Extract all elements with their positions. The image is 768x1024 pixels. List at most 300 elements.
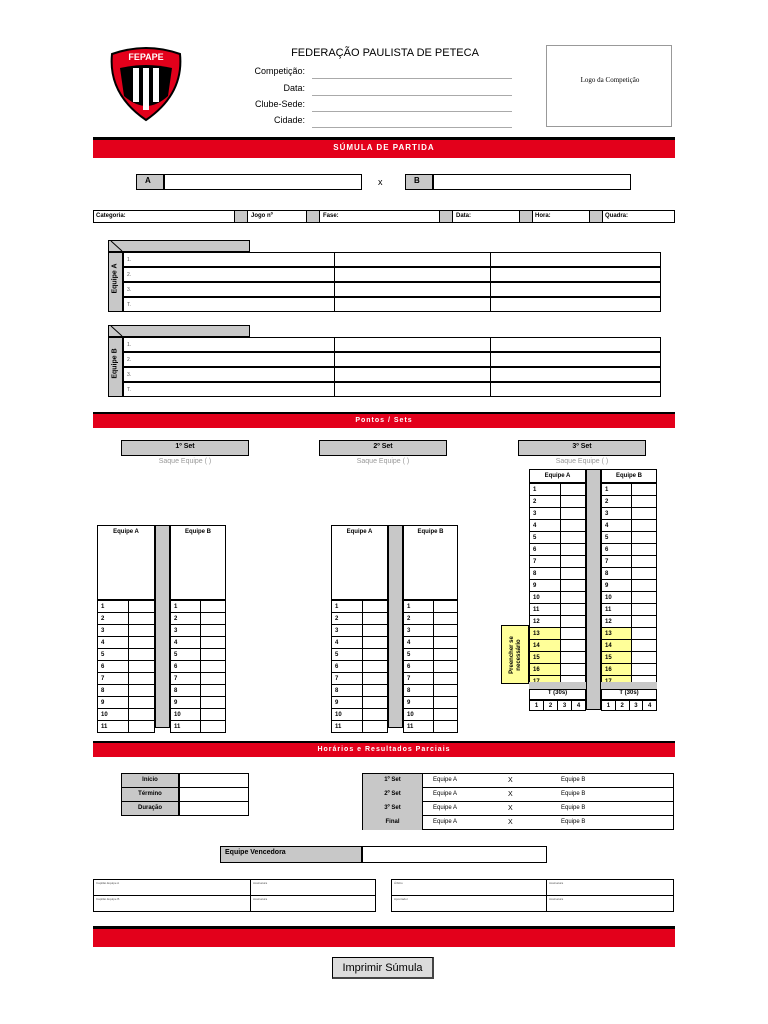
print-button[interactable]: Imprimir Súmula	[332, 957, 434, 979]
point-mark-cell[interactable]	[362, 625, 387, 637]
row-number: 2.	[127, 272, 132, 278]
assinatura-label: Assinatura	[549, 897, 564, 901]
point-row	[332, 661, 388, 673]
duracao-input[interactable]	[179, 801, 249, 816]
point-row	[404, 709, 458, 721]
point-mark-cell[interactable]	[362, 637, 387, 649]
team-b-name-header	[108, 325, 250, 337]
point-mark-cell[interactable]	[201, 685, 226, 697]
team-a-roster-row[interactable]	[123, 267, 661, 282]
team-b-roster-row[interactable]	[123, 382, 661, 397]
result-team-b: Equipe B	[561, 819, 586, 825]
point-number: 12	[602, 616, 632, 628]
team-a-roster-row[interactable]	[123, 252, 661, 267]
point-row	[602, 484, 657, 496]
point-number: 5	[171, 649, 201, 661]
row-number: 3.	[127, 287, 132, 293]
point-mark-cell[interactable]	[129, 613, 155, 625]
fepape-logo	[106, 46, 186, 122]
point-mark-cell[interactable]	[362, 613, 387, 625]
apontador-label: Apontador	[394, 897, 408, 901]
point-mark-cell[interactable]	[560, 532, 585, 544]
point-number: 14	[530, 640, 561, 652]
point-mark-cell[interactable]	[632, 652, 657, 664]
point-mark-cell[interactable]	[632, 484, 657, 496]
point-mark-cell[interactable]	[560, 496, 585, 508]
point-row	[602, 508, 657, 520]
row-number: T.	[127, 302, 131, 308]
point-number: 2	[171, 613, 201, 625]
point-row	[171, 661, 226, 673]
point-row	[171, 637, 226, 649]
hora-sep	[589, 211, 603, 222]
team-b-roster-row[interactable]	[123, 367, 661, 382]
point-mark-cell[interactable]	[362, 721, 387, 733]
field-cidade-label: Cidade:	[273, 115, 305, 125]
point-row	[332, 613, 388, 625]
point-mark-cell[interactable]	[433, 649, 457, 661]
point-row	[602, 664, 657, 676]
point-mark-cell[interactable]	[632, 628, 657, 640]
point-number: 2	[530, 496, 561, 508]
officials-signatures	[391, 879, 674, 912]
point-number: 5	[332, 649, 363, 661]
point-mark-cell[interactable]	[560, 652, 585, 664]
termino-label: Término	[121, 787, 179, 802]
point-row	[404, 697, 458, 709]
point-mark-cell[interactable]	[201, 661, 226, 673]
point-mark-cell[interactable]	[632, 544, 657, 556]
point-mark-cell[interactable]	[560, 592, 585, 604]
timeout-cell[interactable]: 4	[572, 701, 586, 711]
team-a-side-label: Equipe A	[111, 263, 119, 294]
field-data-label: Data:	[283, 83, 305, 93]
set1-team-a-block	[97, 525, 155, 600]
set2-team-b-block	[403, 525, 458, 600]
signature-row[interactable]	[392, 880, 673, 896]
point-number: 1	[171, 601, 201, 613]
point-row	[602, 628, 657, 640]
point-row	[602, 532, 657, 544]
col-sep	[546, 880, 547, 896]
jogo-sep	[306, 211, 320, 222]
point-row	[530, 532, 586, 544]
point-mark-cell[interactable]	[632, 616, 657, 628]
result-team-b: Equipe B	[561, 805, 586, 811]
point-number: 13	[530, 628, 561, 640]
point-row	[98, 637, 155, 649]
set3-team-a-label: Equipe A	[529, 469, 586, 483]
point-number: 6	[171, 661, 201, 673]
jogo-label: Jogo nº	[251, 213, 273, 219]
set3-team-b-points	[601, 483, 657, 688]
hora-label: Hora:	[535, 213, 551, 219]
data-sep	[519, 211, 533, 222]
point-mark-cell[interactable]	[362, 673, 387, 685]
point-number: 4	[602, 520, 632, 532]
point-number: 4	[530, 520, 561, 532]
point-row	[171, 625, 226, 637]
point-number: 11	[404, 721, 434, 733]
point-row	[530, 544, 586, 556]
point-row	[171, 673, 226, 685]
point-number: 6	[404, 661, 434, 673]
point-row	[332, 601, 388, 613]
point-mark-cell[interactable]	[560, 544, 585, 556]
team-b-name-input[interactable]	[433, 174, 631, 190]
point-mark-cell[interactable]	[433, 661, 457, 673]
point-number: 16	[530, 664, 561, 676]
inicio-input[interactable]	[179, 773, 249, 788]
col-sep	[546, 896, 547, 912]
point-row	[332, 709, 388, 721]
point-mark-cell[interactable]	[362, 709, 387, 721]
set1-team-b-points	[170, 600, 226, 733]
point-mark-cell[interactable]	[433, 625, 457, 637]
point-row	[530, 496, 586, 508]
col-sep	[334, 253, 335, 267]
point-mark-cell[interactable]	[632, 640, 657, 652]
set-result-row	[363, 816, 673, 830]
point-mark-cell[interactable]	[362, 685, 387, 697]
timeout-cell[interactable]: 1	[602, 701, 616, 711]
set-result-label: 1º Set	[363, 774, 423, 788]
point-number: 7	[332, 673, 363, 685]
set-result-label: 2º Set	[363, 788, 423, 802]
point-mark-cell[interactable]	[632, 664, 657, 676]
point-number: 1	[602, 484, 632, 496]
row-number: 2.	[127, 357, 132, 363]
point-number: 11	[332, 721, 363, 733]
point-row	[171, 697, 226, 709]
point-row	[530, 568, 586, 580]
point-number: 6	[98, 661, 129, 673]
point-mark-cell[interactable]	[433, 601, 457, 613]
point-row	[602, 556, 657, 568]
point-mark-cell[interactable]	[201, 697, 226, 709]
row-number: 1.	[127, 257, 132, 263]
point-row	[602, 568, 657, 580]
point-number: 3	[98, 625, 129, 637]
result-x: X	[508, 777, 513, 784]
point-number: 10	[332, 709, 363, 721]
point-number: 5	[602, 532, 632, 544]
competition-logo-box	[546, 45, 672, 127]
point-row	[404, 721, 458, 733]
point-mark-cell[interactable]	[201, 613, 226, 625]
point-mark-cell[interactable]	[129, 721, 155, 733]
point-mark-cell[interactable]	[560, 664, 585, 676]
point-row	[602, 616, 657, 628]
set-result-label: Final	[363, 816, 423, 830]
result-x: X	[508, 819, 513, 826]
timeout-cell[interactable]: 4	[643, 701, 657, 711]
point-mark-cell[interactable]	[129, 685, 155, 697]
point-mark-cell[interactable]	[560, 640, 585, 652]
set1-team-b-label: Equipe B	[184, 529, 211, 535]
point-row	[530, 520, 586, 532]
point-mark-cell[interactable]	[560, 556, 585, 568]
field-clube-label: Clube-Sede:	[254, 99, 305, 109]
set3-team-b-label: Equipe B	[601, 469, 657, 483]
categoria-label: Categoria:	[96, 213, 126, 219]
field-cidade-line[interactable]	[312, 127, 512, 128]
col-sep	[334, 353, 335, 367]
data-label: Data:	[456, 213, 472, 219]
point-number: 10	[404, 709, 434, 721]
point-row	[404, 601, 458, 613]
set1-grey-divider	[155, 525, 170, 728]
point-mark-cell[interactable]	[560, 484, 585, 496]
point-mark-cell[interactable]	[129, 697, 155, 709]
signature-row[interactable]	[392, 896, 673, 912]
point-number: 2	[404, 613, 434, 625]
col-sep	[250, 880, 251, 896]
point-number: 8	[98, 685, 129, 697]
set3-spacer-a	[529, 682, 586, 689]
termino-input[interactable]	[179, 787, 249, 802]
captain-a-label: Capitão Equipe A	[96, 881, 120, 885]
point-mark-cell[interactable]	[433, 637, 457, 649]
team-b-roster-row[interactable]	[123, 352, 661, 367]
point-row	[530, 652, 586, 664]
point-mark-cell[interactable]	[201, 637, 226, 649]
point-mark-cell[interactable]	[129, 709, 155, 721]
point-number: 7	[98, 673, 129, 685]
point-row	[98, 649, 155, 661]
point-mark-cell[interactable]	[201, 625, 226, 637]
timeout-cell[interactable]: 2	[544, 701, 558, 711]
point-mark-cell[interactable]	[362, 661, 387, 673]
fill-if-needed-text: Preencher se necessário	[509, 636, 522, 674]
point-number: 14	[602, 640, 632, 652]
point-mark-cell[interactable]	[433, 709, 457, 721]
field-data-line[interactable]	[312, 95, 512, 96]
fill-if-needed-note	[501, 625, 529, 684]
point-mark-cell[interactable]	[362, 697, 387, 709]
col-sep	[250, 896, 251, 912]
field-competicao-line[interactable]	[312, 78, 512, 79]
assinatura-label: Assinatura	[253, 881, 268, 885]
point-mark-cell[interactable]	[129, 661, 155, 673]
point-row	[404, 673, 458, 685]
result-team-a: Equipe A	[433, 791, 458, 797]
point-mark-cell[interactable]	[632, 604, 657, 616]
col-sep	[490, 253, 491, 267]
point-number: 7	[530, 556, 561, 568]
point-number: 2	[98, 613, 129, 625]
point-mark-cell[interactable]	[433, 697, 457, 709]
points-title-bar: Pontos / Sets	[93, 414, 675, 428]
timeout-cell[interactable]: 3	[629, 701, 643, 711]
point-mark-cell[interactable]	[560, 568, 585, 580]
point-mark-cell[interactable]	[201, 649, 226, 661]
point-row	[171, 601, 226, 613]
point-number: 2	[332, 613, 363, 625]
col-sep	[334, 283, 335, 297]
point-row	[332, 697, 388, 709]
point-row	[171, 709, 226, 721]
col-sep	[490, 283, 491, 297]
field-clube-line[interactable]	[312, 111, 512, 112]
point-row	[602, 580, 657, 592]
timeout-row	[530, 701, 586, 711]
team-a-name-header	[108, 240, 250, 252]
point-row	[404, 625, 458, 637]
point-number: 11	[530, 604, 561, 616]
point-number: 6	[602, 544, 632, 556]
point-number: 11	[602, 604, 632, 616]
result-team-b: Equipe B	[561, 777, 586, 783]
point-mark-cell[interactable]	[201, 601, 226, 613]
point-mark-cell[interactable]	[632, 592, 657, 604]
point-number: 3	[530, 508, 561, 520]
point-mark-cell[interactable]	[632, 532, 657, 544]
set3-header: 3º Set	[518, 440, 646, 456]
set2-team-a-points	[331, 600, 388, 733]
set2-header: 2º Set	[319, 440, 447, 456]
point-number: 3	[332, 625, 363, 637]
point-number: 16	[602, 664, 632, 676]
point-row	[602, 496, 657, 508]
point-mark-cell[interactable]	[632, 520, 657, 532]
result-team-a: Equipe A	[433, 777, 458, 783]
row-number: 1.	[127, 342, 132, 348]
point-mark-cell[interactable]	[201, 721, 226, 733]
point-mark-cell[interactable]	[632, 568, 657, 580]
point-number: 15	[530, 652, 561, 664]
set3-timeout-a	[529, 700, 586, 711]
set1-header: 1º Set	[121, 440, 249, 456]
col-sep	[490, 383, 491, 397]
competition-logo-label: Logo da Competição	[580, 76, 640, 84]
inicio-label: Início	[121, 773, 179, 788]
col-sep	[490, 298, 491, 312]
col-sep	[334, 368, 335, 382]
point-number: 12	[530, 616, 561, 628]
col-sep	[334, 298, 335, 312]
row-number: 3.	[127, 372, 132, 378]
set3-spacer-b	[601, 682, 657, 689]
team-b-side	[108, 337, 123, 397]
point-row	[404, 649, 458, 661]
point-mark-cell[interactable]	[201, 709, 226, 721]
point-mark-cell[interactable]	[560, 628, 585, 640]
point-number: 8	[332, 685, 363, 697]
captain-b-label: Capitão Equipe B	[96, 897, 120, 901]
point-number: 4	[404, 637, 434, 649]
point-row	[530, 592, 586, 604]
point-number: 3	[404, 625, 434, 637]
point-mark-cell[interactable]	[560, 520, 585, 532]
point-mark-cell[interactable]	[362, 649, 387, 661]
point-mark-cell[interactable]	[632, 556, 657, 568]
point-number: 10	[530, 592, 561, 604]
field-competicao-label: Competição:	[254, 66, 305, 76]
point-mark-cell[interactable]	[560, 604, 585, 616]
point-mark-cell[interactable]	[433, 673, 457, 685]
point-mark-cell[interactable]	[632, 508, 657, 520]
point-mark-cell[interactable]	[433, 721, 457, 733]
team-a-roster-row[interactable]	[123, 282, 661, 297]
set2-team-a-block	[331, 525, 388, 600]
set2-saque: Saque Equipe ( )	[356, 458, 410, 465]
point-mark-cell[interactable]	[129, 637, 155, 649]
point-mark-cell[interactable]	[560, 616, 585, 628]
col-sep	[334, 338, 335, 352]
point-mark-cell[interactable]	[129, 601, 155, 613]
point-row	[602, 652, 657, 664]
col-sep	[334, 268, 335, 282]
fase-label: Fase:	[323, 213, 339, 219]
team-a-roster-row[interactable]	[123, 297, 661, 312]
point-number: 8	[404, 685, 434, 697]
point-number: 5	[404, 649, 434, 661]
logo-text: FEPAPE	[128, 52, 164, 62]
point-number: 1	[332, 601, 363, 613]
point-number: 13	[602, 628, 632, 640]
point-number: 9	[530, 580, 561, 592]
point-number: 10	[171, 709, 201, 721]
point-mark-cell[interactable]	[433, 613, 457, 625]
quadra-label: Quadra:	[605, 213, 629, 219]
point-row	[171, 685, 226, 697]
point-row	[530, 580, 586, 592]
set1-team-a-label: Equipe A	[113, 529, 139, 535]
result-x: X	[508, 805, 513, 812]
team-b-roster-row[interactable]	[123, 337, 661, 352]
signature-row[interactable]	[94, 896, 375, 912]
set-results-table	[362, 773, 674, 830]
point-mark-cell[interactable]	[129, 625, 155, 637]
timeout-cell[interactable]: 3	[558, 701, 572, 711]
point-number: 9	[171, 697, 201, 709]
point-mark-cell[interactable]	[560, 508, 585, 520]
point-number: 4	[171, 637, 201, 649]
col-sep	[490, 338, 491, 352]
point-row	[98, 685, 155, 697]
point-mark-cell[interactable]	[129, 673, 155, 685]
point-row	[98, 697, 155, 709]
point-row	[404, 661, 458, 673]
col-sep	[334, 383, 335, 397]
point-number: 7	[602, 556, 632, 568]
point-mark-cell[interactable]	[433, 685, 457, 697]
timeout-cell[interactable]: 2	[615, 701, 629, 711]
categoria-sep	[234, 211, 248, 222]
point-mark-cell[interactable]	[362, 601, 387, 613]
winner-input[interactable]	[362, 846, 547, 863]
point-number: 5	[98, 649, 129, 661]
set2-team-a-label: Equipe A	[346, 529, 373, 535]
team-a-corner-mark	[110, 240, 124, 252]
timeout-cell[interactable]: 1	[530, 701, 544, 711]
point-mark-cell[interactable]	[129, 649, 155, 661]
signature-row[interactable]	[94, 880, 375, 896]
info-row	[93, 210, 675, 223]
results-title-bar: Horários e Resultados Parciais	[93, 743, 675, 757]
point-row	[530, 640, 586, 652]
point-row	[332, 625, 388, 637]
point-row	[530, 484, 586, 496]
point-mark-cell[interactable]	[632, 580, 657, 592]
point-mark-cell[interactable]	[632, 496, 657, 508]
team-a-name-input[interactable]	[164, 174, 362, 190]
point-number: 15	[602, 652, 632, 664]
col-sep	[490, 368, 491, 382]
point-mark-cell[interactable]	[201, 673, 226, 685]
point-mark-cell[interactable]	[560, 580, 585, 592]
